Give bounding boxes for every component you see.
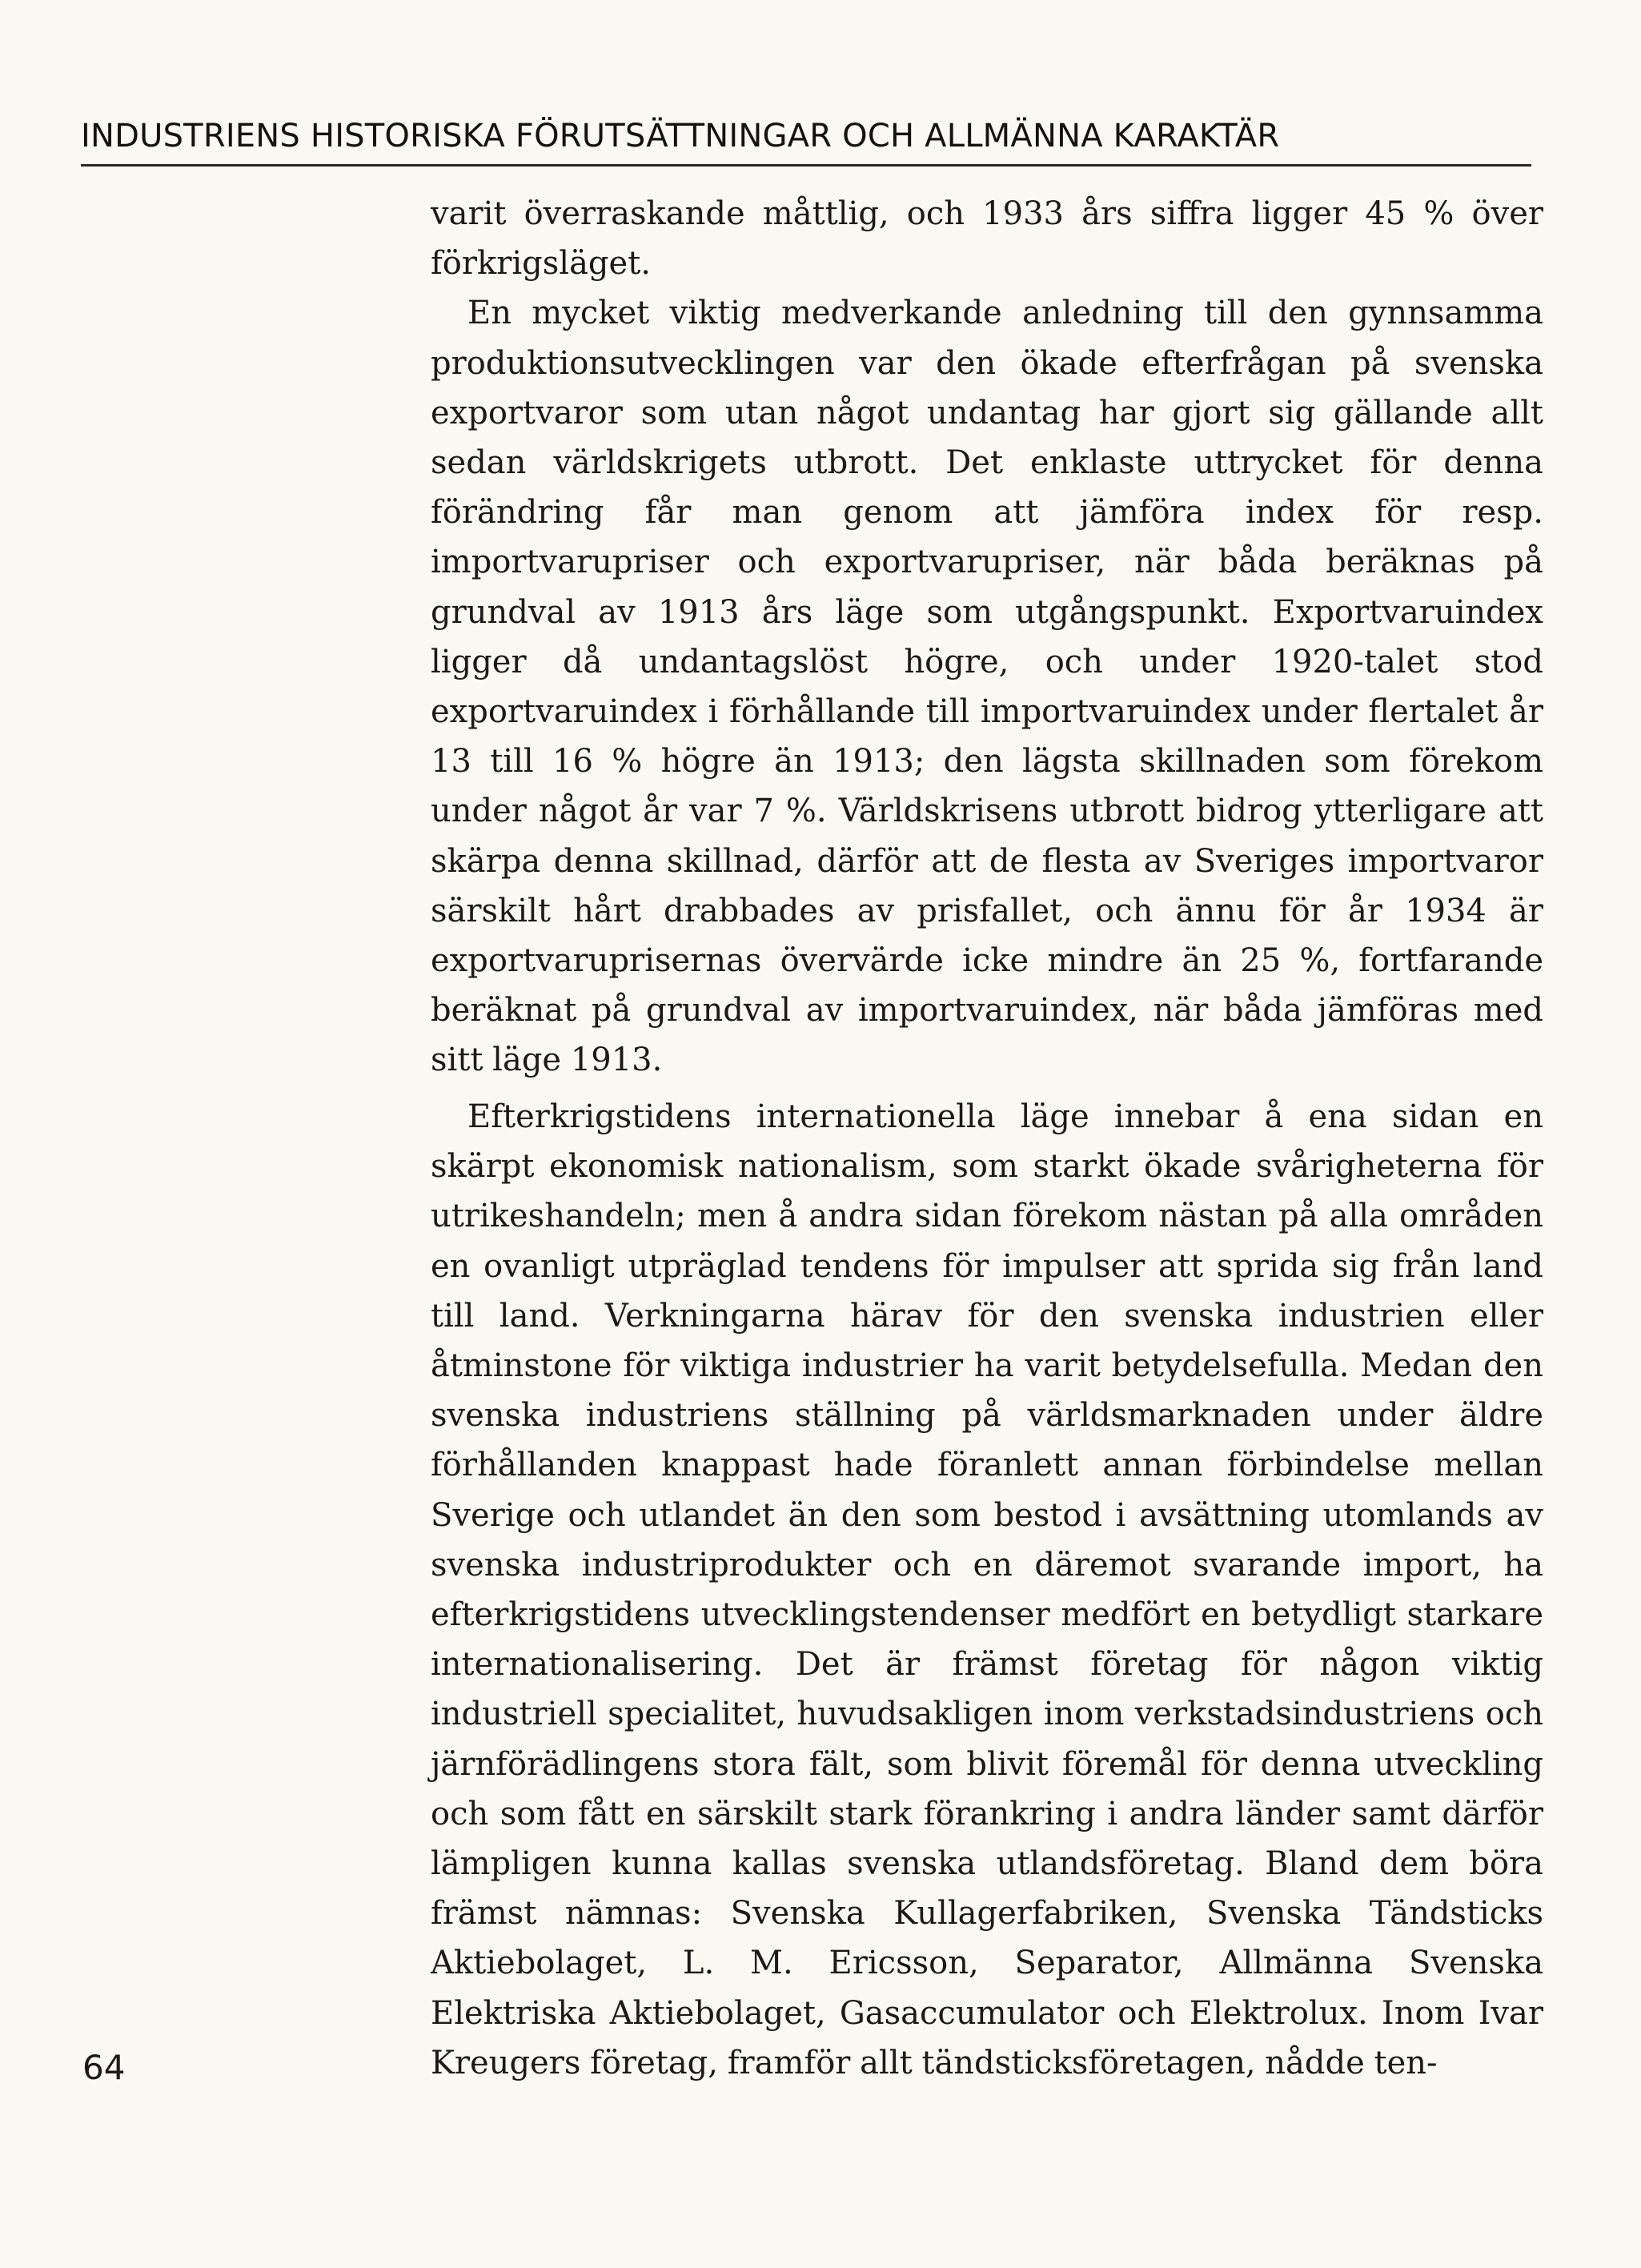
- header-rule: [81, 164, 1531, 167]
- paragraph-continuation: varit överraskande måttlig, och 1933 års siffra ligger 45 % över förkrigsläget.: [431, 195, 1543, 283]
- paragraph-internationalisation: Efterkrigstidens internationella läge innebar å ena sidan en skärpt ekonomisk nationalism, som starkt ökade svårigheterna för utrikeshandeln; men å andra sidan förekom nästan på alla områden en ovanligt utpräglad tendens för impulser att sprida sig från land till land. Verkningarna härav för den svenska industrien eller åtminstone för viktiga industrier ha varit betydelsefulla. Medan den svenska industriens ställning på världsmarknaden under äldre förhållanden knappast hade föranlett annan förbindelse mellan Sverige och utlandet än den som bestod i avsättning utomlands av svenska industriprodukter och en däremot svarande import, ha efterkrigstidens utvecklingstendenser medfört en betydligt starkare internationalisering. Det är främst företag för någon viktig industriell specialitet, huvudsakligen inom verkstadsindustriens och järnförädlingens stora fält, som blivit föremål för denna utveckling och som fått en särskilt stark förankring i andra länder samt därför lämpligen kunna kallas svenska utlandsföretag. Bland dem böra främst nämnas: Svenska Kullagerfabriken, Svenska Tändsticks Aktiebolaget, L. M. Ericsson, Separator, Allmänna Svenska Elektriska Aktiebolaget, Gasaccumulator och Elektrolux. Inom Ivar Kreugers företag, framför allt tändsticksföretagen, nådde ten-: [431, 1098, 1543, 2081]
- running-header: INDUSTRIENS HISTORISKA FÖRUTSÄTTNINGAR OCH ALLMÄNNA KARAKTÄR: [81, 118, 1280, 155]
- paragraph-export-prices: En mycket viktig medverkande anledning till den gynnsamma produktionsutvecklingen var den ökade efterfrågan på svenska exportvaror som utan något undantag har gjort sig gällande allt sedan världskrigets utbrott. Det enklaste uttrycket för denna förändring får man genom att jämföra index för resp. importvarupriser och exportvarupriser, när båda beräknas på grundval av 1913 års läge som utgångspunkt. Exportvaruindex ligger då undantagslöst högre, och under 1920-talet stod exportvaruindex i förhållande till importvaruindex under flertalet år 13 till 16 % högre än 1913; den lägsta skillnaden som förekom under något år var 7 %. Världskrisens utbrott bidrog ytterligare att skärpa denna skillnad, därför att de flesta av Sveriges importvaror särskilt hårt drabbades av prisfallet, och ännu för år 1934 är exportvaruprisernas övervärde icke mindre än 25 %, fortfarande beräknat på grundval av importvaruindex, när båda jämföras med sitt läge 1913.: [431, 295, 1543, 1079]
- text-block-upper: [431, 189, 1543, 1086]
- text-block-lower: [431, 1092, 1543, 2088]
- page-number: 64: [82, 2048, 126, 2087]
